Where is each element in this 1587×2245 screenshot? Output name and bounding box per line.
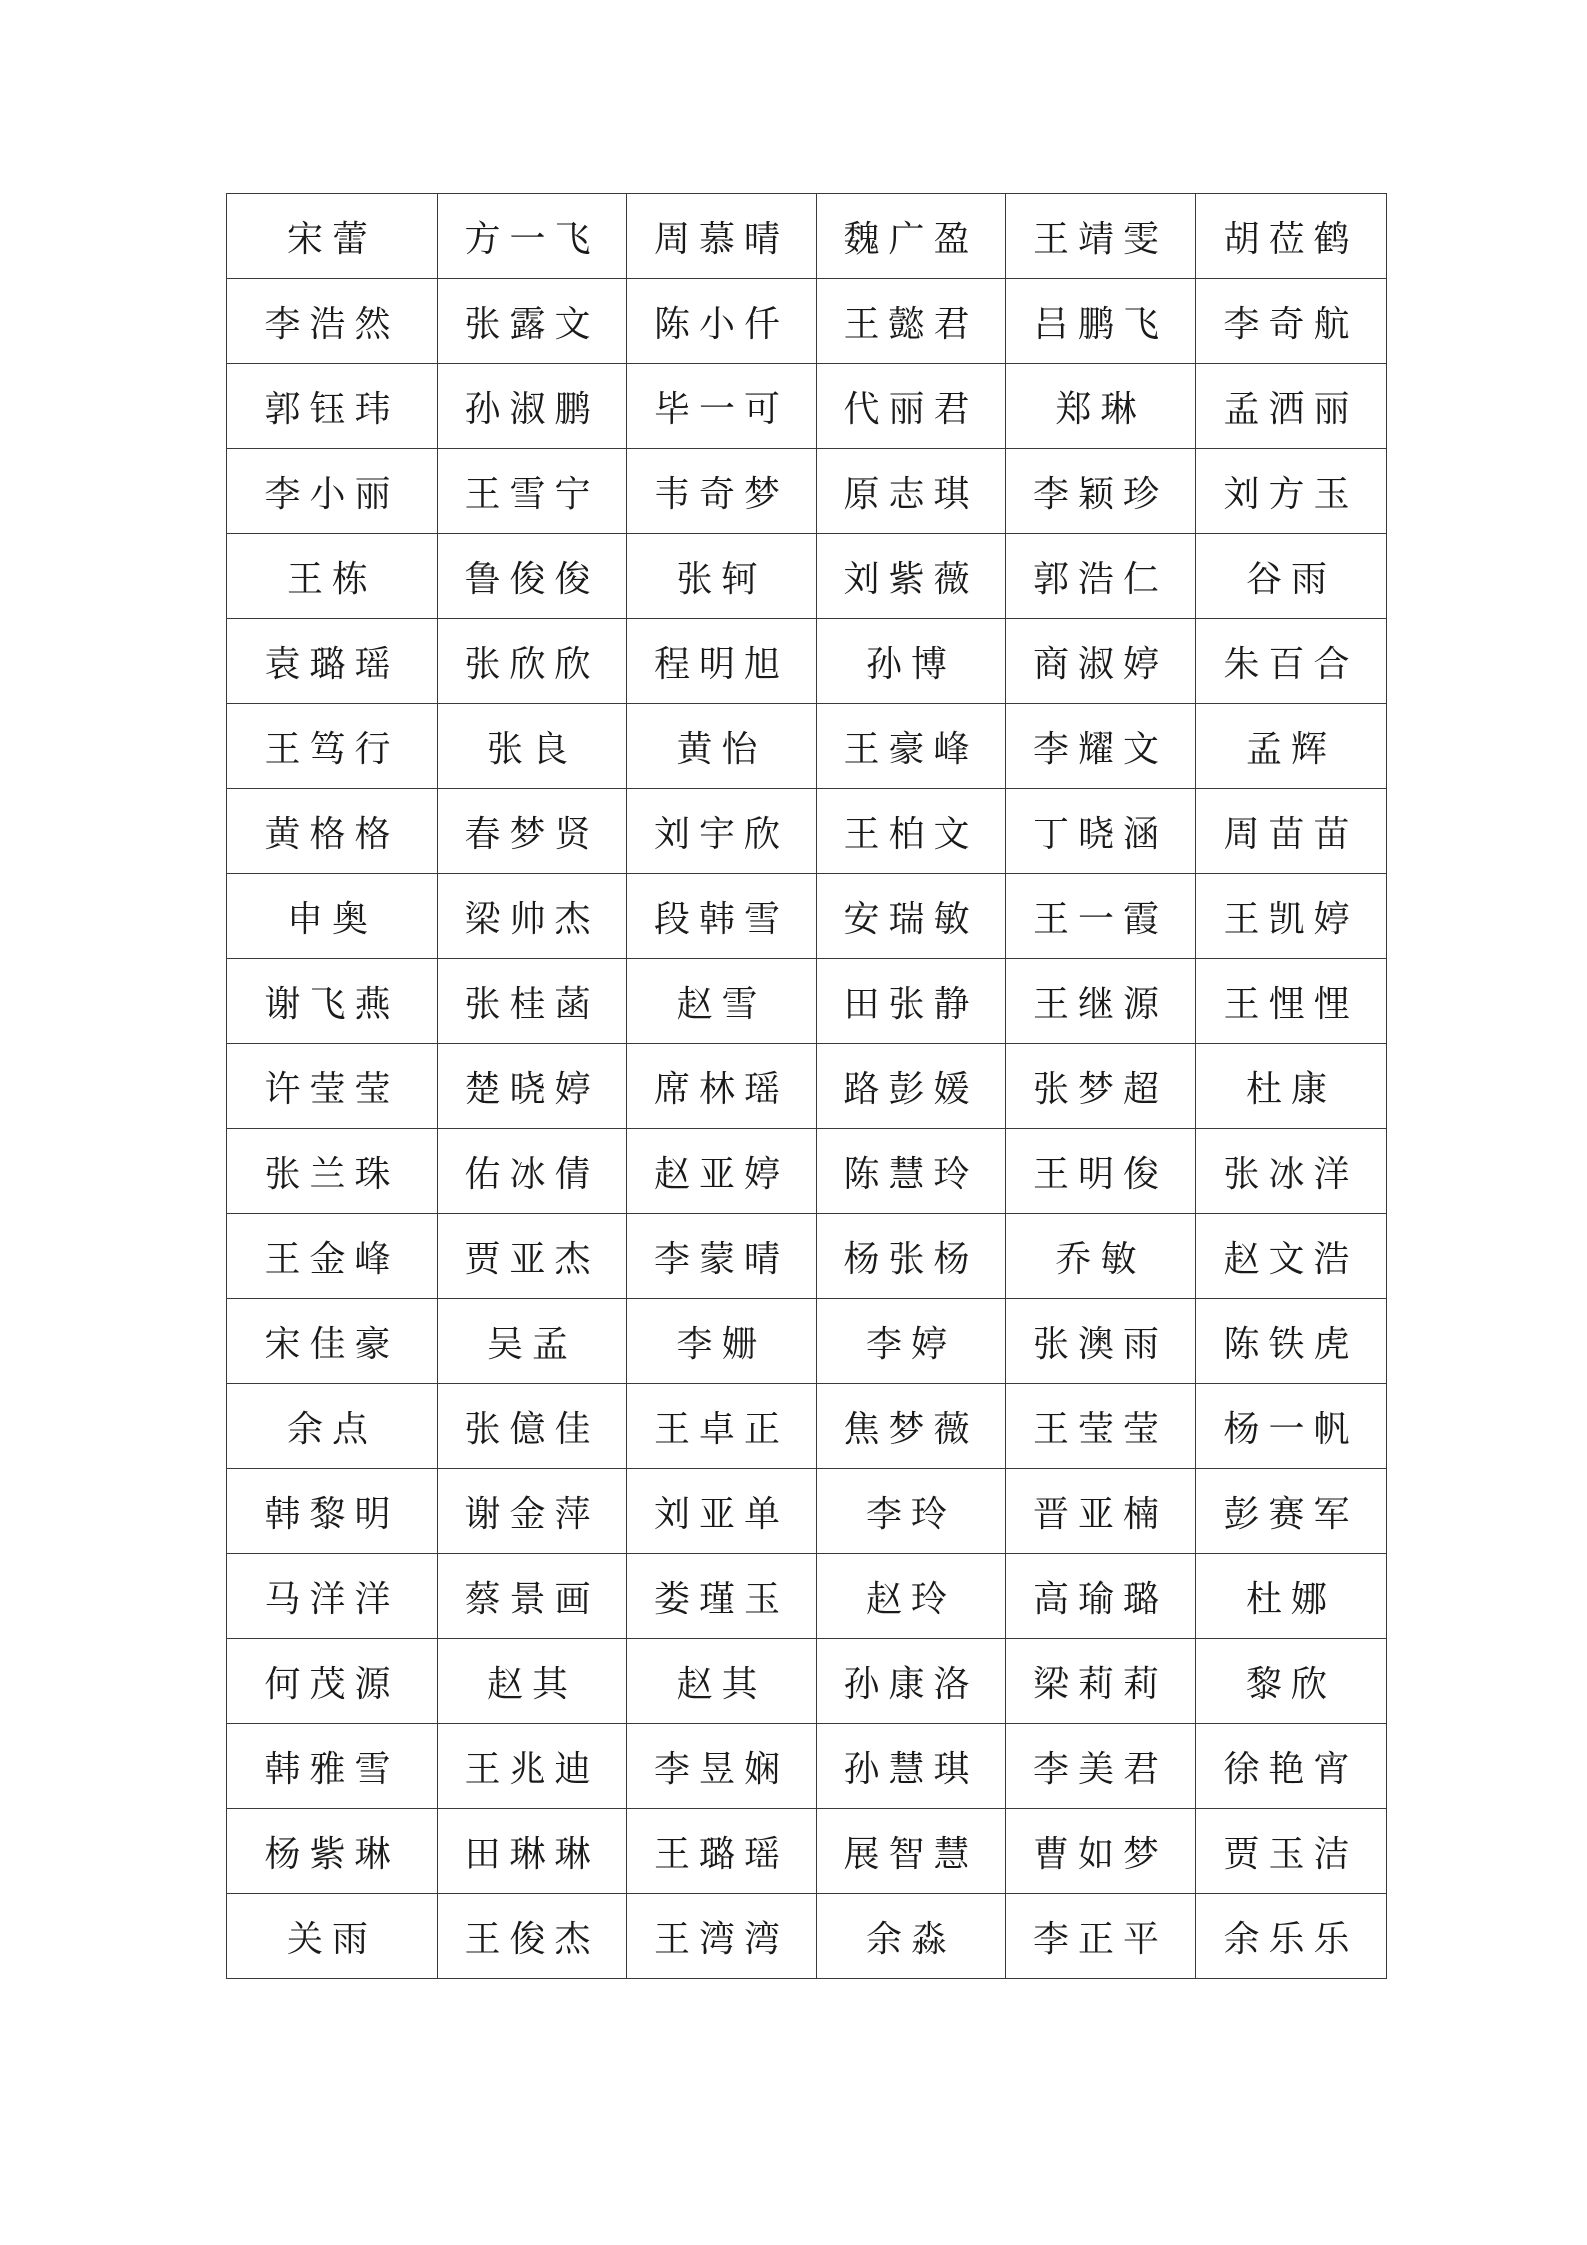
name-cell: 李蒙晴 <box>627 1214 817 1299</box>
name-cell: 黄怡 <box>627 704 817 789</box>
name-cell: 刘亚单 <box>627 1469 817 1554</box>
name-cell: 王懿君 <box>817 279 1006 364</box>
name-cell: 李耀文 <box>1006 704 1196 789</box>
name-cell: 韩雅雪 <box>227 1724 438 1809</box>
name-cell: 王笃行 <box>227 704 438 789</box>
name-cell: 赵其 <box>627 1639 817 1724</box>
name-cell: 陈铁虎 <box>1196 1299 1387 1384</box>
name-cell: 王继源 <box>1006 959 1196 1044</box>
name-cell: 韦奇梦 <box>627 449 817 534</box>
name-cell: 韩黎明 <box>227 1469 438 1554</box>
name-cell: 商淑婷 <box>1006 619 1196 704</box>
name-cell: 周慕晴 <box>627 194 817 279</box>
name-cell: 杨一帆 <box>1196 1384 1387 1469</box>
name-cell: 曹如梦 <box>1006 1809 1196 1894</box>
name-cell: 梁帅杰 <box>438 874 627 959</box>
name-cell: 徐艳宵 <box>1196 1724 1387 1809</box>
name-cell: 朱百合 <box>1196 619 1387 704</box>
name-cell: 李姗 <box>627 1299 817 1384</box>
name-cell: 申奥 <box>227 874 438 959</box>
name-cell: 王湾湾 <box>627 1894 817 1979</box>
name-cell: 余淼 <box>817 1894 1006 1979</box>
name-cell: 王栋 <box>227 534 438 619</box>
table-row <box>227 959 1387 1044</box>
name-cell: 安瑞敏 <box>817 874 1006 959</box>
name-cell: 李颖珍 <box>1006 449 1196 534</box>
name-cell: 吕鹏飞 <box>1006 279 1196 364</box>
table-row <box>227 1809 1387 1894</box>
name-cell: 孟洒丽 <box>1196 364 1387 449</box>
name-cell: 张澳雨 <box>1006 1299 1196 1384</box>
name-cell: 王卓正 <box>627 1384 817 1469</box>
name-cell: 吴孟 <box>438 1299 627 1384</box>
name-cell: 孙康洛 <box>817 1639 1006 1724</box>
name-cell: 席林瑶 <box>627 1044 817 1129</box>
name-cell: 胡莅鹤 <box>1196 194 1387 279</box>
name-cell: 陈小仟 <box>627 279 817 364</box>
name-cell: 王璐瑶 <box>627 1809 817 1894</box>
name-cell: 张轲 <box>627 534 817 619</box>
name-cell: 赵玲 <box>817 1554 1006 1639</box>
name-cell: 余乐乐 <box>1196 1894 1387 1979</box>
name-cell: 张億佳 <box>438 1384 627 1469</box>
name-cell: 孙博 <box>817 619 1006 704</box>
name-cell: 梁莉莉 <box>1006 1639 1196 1724</box>
name-cell: 高瑜璐 <box>1006 1554 1196 1639</box>
name-cell: 张桂菡 <box>438 959 627 1044</box>
table-row <box>227 704 1387 789</box>
name-cell: 谷雨 <box>1196 534 1387 619</box>
name-cell: 郭钰玮 <box>227 364 438 449</box>
table-row <box>227 1894 1387 1979</box>
name-cell: 王柏文 <box>817 789 1006 874</box>
name-cell: 王金峰 <box>227 1214 438 1299</box>
name-cell: 李玲 <box>817 1469 1006 1554</box>
name-cell: 郭浩仁 <box>1006 534 1196 619</box>
name-cell: 丁晓涵 <box>1006 789 1196 874</box>
table-row <box>227 1469 1387 1554</box>
name-cell: 焦梦薇 <box>817 1384 1006 1469</box>
name-cell: 郑琳 <box>1006 364 1196 449</box>
name-cell: 赵雪 <box>627 959 817 1044</box>
name-cell: 许莹莹 <box>227 1044 438 1129</box>
name-cell: 刘紫薇 <box>817 534 1006 619</box>
table-row <box>227 1384 1387 1469</box>
name-cell: 黄格格 <box>227 789 438 874</box>
name-cell: 程明旭 <box>627 619 817 704</box>
name-cell: 鲁俊俊 <box>438 534 627 619</box>
name-cell: 张欣欣 <box>438 619 627 704</box>
name-cell: 王靖雯 <box>1006 194 1196 279</box>
name-cell: 张梦超 <box>1006 1044 1196 1129</box>
name-cell: 王俊杰 <box>438 1894 627 1979</box>
name-cell: 王凯婷 <box>1196 874 1387 959</box>
name-cell: 宋蕾 <box>227 194 438 279</box>
name-cell: 张兰珠 <box>227 1129 438 1214</box>
name-cell: 代丽君 <box>817 364 1006 449</box>
name-cell: 黎欣 <box>1196 1639 1387 1724</box>
table-row <box>227 1299 1387 1384</box>
name-cell: 谢金萍 <box>438 1469 627 1554</box>
name-cell: 李婷 <box>817 1299 1006 1384</box>
name-cell: 原志琪 <box>817 449 1006 534</box>
name-cell: 王一霞 <box>1006 874 1196 959</box>
name-cell: 关雨 <box>227 1894 438 1979</box>
name-cell: 李浩然 <box>227 279 438 364</box>
name-cell: 晋亚楠 <box>1006 1469 1196 1554</box>
name-cell: 田张静 <box>817 959 1006 1044</box>
name-cell: 贾亚杰 <box>438 1214 627 1299</box>
name-table-body <box>227 194 1387 1979</box>
name-cell: 赵亚婷 <box>627 1129 817 1214</box>
name-cell: 田琳琳 <box>438 1809 627 1894</box>
name-cell: 李昱娴 <box>627 1724 817 1809</box>
table-row <box>227 449 1387 534</box>
name-cell: 路彭媛 <box>817 1044 1006 1129</box>
name-cell: 袁璐瑶 <box>227 619 438 704</box>
name-cell: 毕一可 <box>627 364 817 449</box>
table-row <box>227 1554 1387 1639</box>
name-cell: 李美君 <box>1006 1724 1196 1809</box>
name-cell: 乔敏 <box>1006 1214 1196 1299</box>
table-row <box>227 619 1387 704</box>
name-cell: 楚晓婷 <box>438 1044 627 1129</box>
table-row <box>227 874 1387 959</box>
name-cell: 杨张杨 <box>817 1214 1006 1299</box>
table-row <box>227 534 1387 619</box>
name-cell: 张冰洋 <box>1196 1129 1387 1214</box>
name-cell: 张良 <box>438 704 627 789</box>
name-cell: 段韩雪 <box>627 874 817 959</box>
name-cell: 王明俊 <box>1006 1129 1196 1214</box>
name-cell: 魏广盈 <box>817 194 1006 279</box>
table-row <box>227 1214 1387 1299</box>
name-cell: 王兆迪 <box>438 1724 627 1809</box>
table-row <box>227 194 1387 279</box>
name-cell: 王豪峰 <box>817 704 1006 789</box>
name-table <box>226 193 1387 1979</box>
name-cell: 周苗苗 <box>1196 789 1387 874</box>
name-cell: 何茂源 <box>227 1639 438 1724</box>
name-cell: 张露文 <box>438 279 627 364</box>
table-row <box>227 789 1387 874</box>
name-cell: 方一飞 <box>438 194 627 279</box>
table-row <box>227 1724 1387 1809</box>
name-cell: 王莹莹 <box>1006 1384 1196 1469</box>
table-row <box>227 364 1387 449</box>
name-cell: 赵其 <box>438 1639 627 1724</box>
name-cell: 杨紫琳 <box>227 1809 438 1894</box>
table-row <box>227 1639 1387 1724</box>
table-row <box>227 279 1387 364</box>
name-cell: 杜康 <box>1196 1044 1387 1129</box>
name-cell: 杜娜 <box>1196 1554 1387 1639</box>
name-cell: 刘方玉 <box>1196 449 1387 534</box>
name-cell: 佑冰倩 <box>438 1129 627 1214</box>
name-cell: 谢飞燕 <box>227 959 438 1044</box>
table-row <box>227 1129 1387 1214</box>
table-row <box>227 1044 1387 1129</box>
name-cell: 贾玉洁 <box>1196 1809 1387 1894</box>
name-cell: 蔡景画 <box>438 1554 627 1639</box>
name-cell: 王雪宁 <box>438 449 627 534</box>
name-cell: 赵文浩 <box>1196 1214 1387 1299</box>
name-cell: 宋佳豪 <box>227 1299 438 1384</box>
name-cell: 娄瑾玉 <box>627 1554 817 1639</box>
name-cell: 孙慧琪 <box>817 1724 1006 1809</box>
name-cell: 马洋洋 <box>227 1554 438 1639</box>
name-cell: 孙淑鹏 <box>438 364 627 449</box>
name-cell: 王悝悝 <box>1196 959 1387 1044</box>
name-cell: 李正平 <box>1006 1894 1196 1979</box>
name-cell: 余点 <box>227 1384 438 1469</box>
name-cell: 孟辉 <box>1196 704 1387 789</box>
name-cell: 陈慧玲 <box>817 1129 1006 1214</box>
name-cell: 春梦贤 <box>438 789 627 874</box>
name-cell: 展智慧 <box>817 1809 1006 1894</box>
name-cell: 李奇航 <box>1196 279 1387 364</box>
name-cell: 李小丽 <box>227 449 438 534</box>
name-cell: 彭赛军 <box>1196 1469 1387 1554</box>
name-cell: 刘宇欣 <box>627 789 817 874</box>
